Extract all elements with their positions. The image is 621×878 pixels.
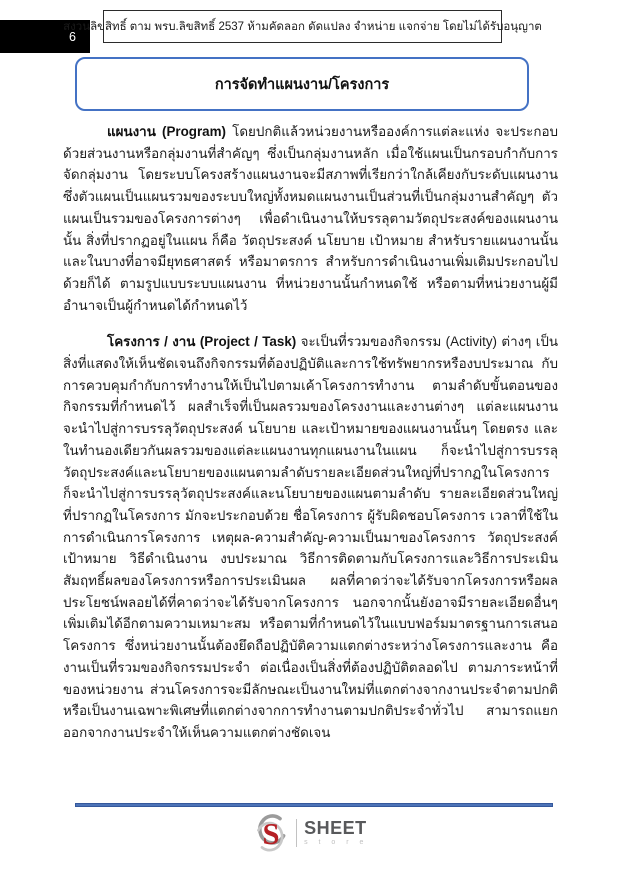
footer-divider-bar — [75, 803, 553, 807]
logo-divider — [296, 819, 297, 847]
svg-text:S: S — [262, 816, 280, 851]
brand-subtitle: s t o r e — [304, 839, 368, 846]
sheet-store-s-logo-icon — [253, 814, 289, 852]
paragraph-program-text: โดยปกติแล้วหน่วยงานหรือองค์การแต่ละแห่ง จะประกอบด้วยส่วนงานหรือกลุ่มงานที่สำคัญๆ ซึ่งเป็นกลุ่มงานหลัก เมื่อใช้แผนเป็นกรอบกำกับการจัดกลุ่มงาน โดยระบบโครงสร้างแผนงานจะมีสภาพที่เรียกว่าใกล้เคียงกับระดับแผนงาน ซึ่งตัวแผนเป็นแผนรวมของระบบใหญ่ทั้งหมดแผนงานเป็นส่วนที่เป็นกลุ่มงานสำคัญๆ ตัวแผนเป็นรวมของโครงการต่างๆ เพื่อดำเนินงานให้บรรลุตามวัตถุประสงค์ของแผนงานนั้น สิ่งที่ปรากฏอยู่ในแผน ก็คือ วัตถุประสงค์ นโยบาย เป้าหมาย สำหรับรายแผนงานนั้นและในบางที่อาจมียุทธศาสตร์ หรือมาตรการ สำหรับการดำเนินงานเพิ่มเติมประกอบไปด้วยก็ได้ ตามรูปแบบระบบแผนงาน ที่หน่วยงานนั้นกำหนดใช้ หรือตามที่หน่วยงานผู้มีอำนาจเป็นผู้กำหนดได้กำหนดไว้ — [63, 124, 558, 313]
paragraph-project-task — [63, 331, 558, 743]
page-title: การจัดทำแผนงาน/โครงการ — [214, 76, 390, 93]
page-number: 6 — [69, 29, 76, 44]
copyright-notice: สงวนลิขสิทธิ์ ตาม พรบ.ลิขสิทธิ์ 2537 ห้ามคัดลอก ดัดแปลง จำหน่าย แจกจ่าย โดยไม่ได้รับอนุญาต — [63, 20, 542, 33]
logo-text-column — [304, 819, 368, 847]
paragraph-program-lead: แผนงาน (Program) — [107, 124, 226, 139]
footer-logo — [0, 814, 621, 852]
brand-name: SHEET — [304, 818, 367, 838]
copyright-notice-box — [63, 10, 542, 43]
paragraph-project-task-text: จะเป็นที่รวมของกิจกรรม (Activity) ต่างๆ เป็นสิ่งที่แสดงให้เห็นชัดเจนถึงกิจกรรมที่ต้องปฏิบัติและการใช้ทรัพยากรหรืองบประมาณ กับการควบคุมกำกับการทำงานให้เป็นไปตามเค้าโครงการทำงาน ตามลำดับขั้นตอนของกิจกรรมที่กำหนดไว้ ผลสำเร็จที่เป็นผลรวมของโครงงานและงานต่างๆ แต่ละแผนงาน จะนำไปสู่การบรรลุวัตถุประสงค์ นโยบาย และเป้าหมายของแผนงานนั้นๆ โดยตรง และในทำนองเดียวกันผลรวมของแต่ละแผนงานทุกแผนงานในแผน ก็จะนำไปสู่การบรรลุวัตถุประสงค์และนโยบายของแผนตามลำดับรายละเอียดส่วนใหญ่ที่ปรากฏในโครงการ ก็จะนำไปสู่การบรรลุวัตถุประสงค์และนโยบายของแผนตามลำดับ รายละเอียดส่วนใหญ่ที่ปรากฏในโครงการ มักจะประกอบด้วย ชื่อโครงการ ผู้รับผิดชอบโครงการ เวลาที่ใช้ในการดำเนินการโครงการ เหตุผล-ความสำคัญ-ความเป็นมาของโครงการ วัตถุประสงค์ เป้าหมาย วิธีดำเนินงาน งบประมาณ วิธีการติดตามกับโครงการและวิธีการประเมินสัมฤทธิ์ผลของโครงการหรือการประเมินผล ผลที่คาดว่าจะได้รับจากโครงการหรือผลประโยชน์พลอยได้ที่คาดว่าจะได้รับจากโครงการ นอกจากนั้นยังอาจมีรายละเอียดอื่นๆ เพิ่มเติมได้อีกตามความเหมาะสม หรือตามที่กำหนดไว้ในแบบฟอร์มมาตรฐานการเสนอโครงการ ซึ่งหน่วยงานนั้นต้องยึดถือปฏิบัติความแตกต่างระหว่างโครงการและงาน คือ งานเป็นที่รวมของกิจกรรมประจำ ต่อเนื่องเป็นสิ่งที่ต้องปฏิบัติตลอดไป ตามภาระหน้าที่ของหน่วยงาน ส่วนโครงการจะมีลักษณะเป็นงานใหม่ที่แตกต่างจากงานประจำตามปกติ หรือเป็นงานเฉพาะพิเศษที่แตกต่างจากการทำงานตามปกติประจำทั่วไป สามารถแยกออกจากงานประจำให้เห็นความแตกต่างชัดเจน — [63, 334, 559, 740]
section-title-box — [75, 57, 529, 111]
document-body — [63, 121, 558, 759]
paragraph-program — [63, 121, 558, 316]
paragraph-project-task-lead: โครงการ / งาน (Project / Task) — [107, 334, 297, 350]
